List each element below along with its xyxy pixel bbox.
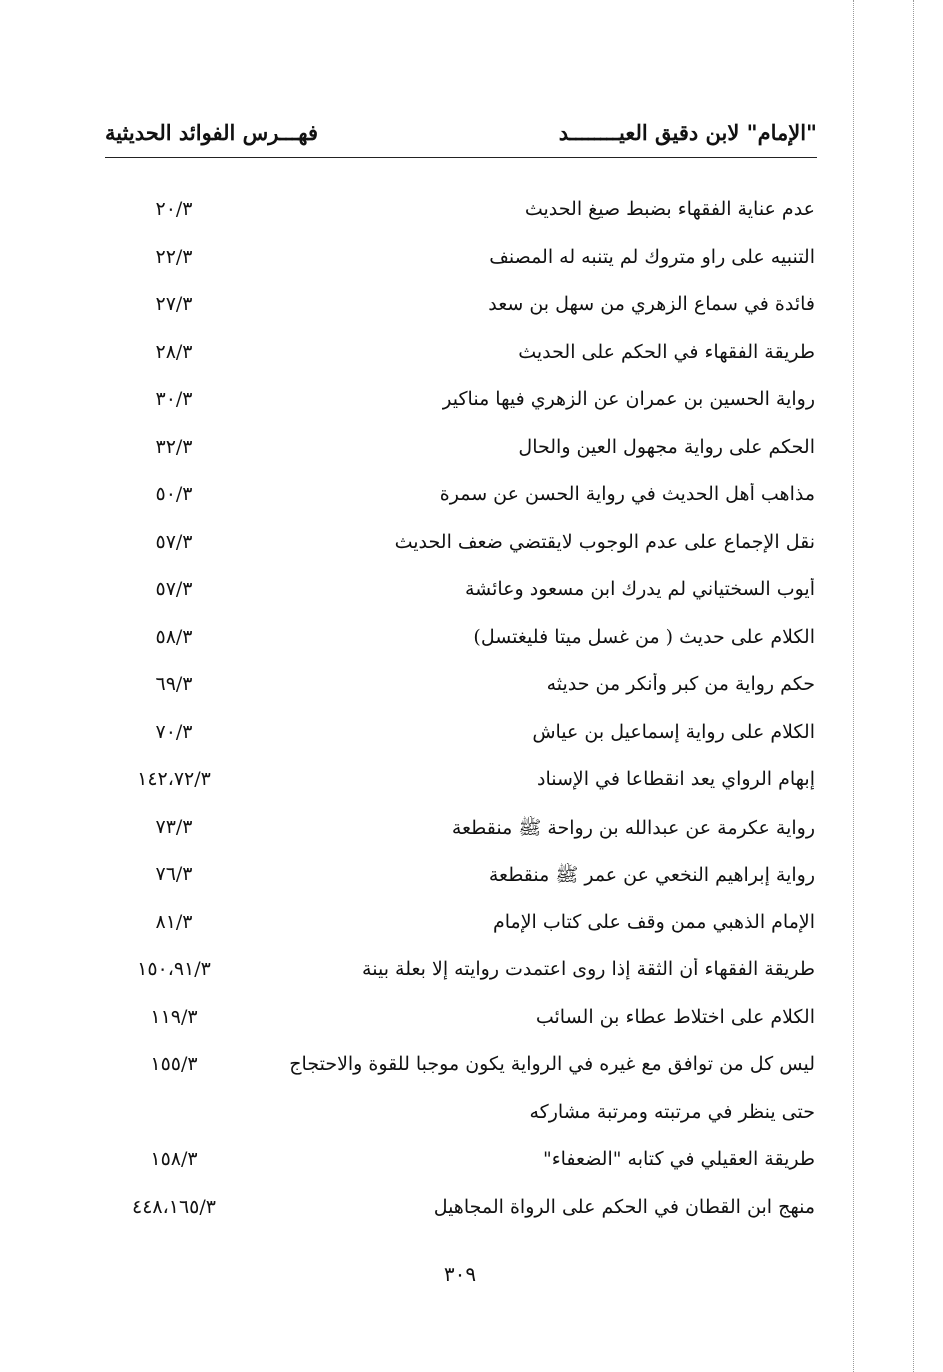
index-entry xyxy=(0,1000,943,1048)
entry-title: الحكم على رواية مجهول العين والحال xyxy=(518,435,815,458)
entry-title: الإمام الذهبي ممن وقف على كتاب الإمام xyxy=(492,910,815,933)
entry-title: منهج ابن القطان في الحكم على الرواة المجاهيل xyxy=(433,1195,815,1218)
index-entry xyxy=(0,1095,943,1143)
index-entry xyxy=(0,287,943,335)
entry-title: ليس كل من توافق مع غيره في الرواية يكون موجبا للقوة والاحتجاج xyxy=(289,1053,815,1075)
index-entry xyxy=(0,857,943,905)
entry-page-reference: ٨١/٣ xyxy=(155,910,193,933)
page-number: ٣٠٩ xyxy=(443,1262,477,1286)
index-entry xyxy=(0,762,943,810)
entry-page-reference: ٦٩/٣ xyxy=(155,673,193,695)
entry-page-reference: ١٥٥/٣ xyxy=(150,1053,198,1075)
entry-title: الكلام على حديث ( من غسل ميتا فليغتسل) xyxy=(473,625,815,648)
entry-page-reference: ٤٤٨،١٦٥/٣ xyxy=(132,1195,216,1218)
index-entry xyxy=(0,952,943,1000)
index-list xyxy=(0,192,943,1237)
index-entry xyxy=(0,335,943,383)
index-entry xyxy=(0,192,943,240)
entry-title: طريقة الفقهاء في الحكم على الحديث xyxy=(518,340,815,363)
index-entry xyxy=(0,477,943,525)
entry-title: عدم عناية الفقهاء بضبط صيغ الحديث xyxy=(524,198,815,220)
entry-title: طريقة العقيلي في كتابه "الضعفاء" xyxy=(542,1148,815,1170)
entry-title: نقل الإجماع على عدم الوجوب لايقتضي ضعف الحديث xyxy=(394,530,815,553)
index-entry xyxy=(0,715,943,763)
index-entry xyxy=(0,667,943,715)
entry-page-reference: ١٥٠،٩١/٣ xyxy=(137,958,211,980)
entry-title: التنبيه على راو متروك لم يتنبه له المصنف xyxy=(489,245,815,268)
entry-title: إبهام الرواي يعد انقطاعا في الإسناد xyxy=(537,768,815,790)
index-entry xyxy=(0,572,943,620)
index-entry xyxy=(0,1142,943,1190)
entry-title: الكلام على رواية إسماعيل بن عياش xyxy=(532,720,815,743)
entry-page-reference: ١٤٢،٧٢/٣ xyxy=(137,768,211,790)
header-divider xyxy=(105,157,817,158)
entry-page-reference: ٥٧/٣ xyxy=(155,530,193,553)
entry-title: رواية عكرمة عن عبدالله بن رواحة ﷺ منقطعة xyxy=(451,816,815,839)
entry-page-reference: ٣٢/٣ xyxy=(155,435,193,458)
index-entry xyxy=(0,525,943,573)
index-entry xyxy=(0,905,943,953)
entry-page-reference: ٢٧/٣ xyxy=(155,293,193,315)
entry-title: الكلام على اختلاط عطاء بن السائب xyxy=(535,1005,815,1028)
index-entry xyxy=(0,382,943,430)
entry-page-reference: ١٥٨/٣ xyxy=(150,1148,198,1170)
entry-title: أيوب السختياني لم يدرك ابن مسعود وعائشة xyxy=(464,578,815,600)
entry-title: رواية الحسين بن عمران عن الزهري فيها مناكير xyxy=(442,388,815,410)
entry-title: فائدة في سماع الزهري من سهل بن سعد xyxy=(488,293,815,315)
entry-page-reference: ٧٦/٣ xyxy=(155,863,193,885)
running-header xyxy=(105,118,817,158)
entry-page-reference: ٧٠/٣ xyxy=(155,720,193,743)
entry-page-reference: ٥٧/٣ xyxy=(155,578,193,600)
entry-page-reference: ٢٠/٣ xyxy=(155,198,193,220)
index-entry xyxy=(0,430,943,478)
entry-title: حكم رواية من كبر وأنكر من حديثه xyxy=(546,673,815,695)
entry-title: مذاهب أهل الحديث في رواية الحسن عن سمرة xyxy=(439,483,815,505)
entry-page-reference: ٥٨/٣ xyxy=(155,625,193,648)
entry-title: طريقة الفقهاء أن الثقة إذا روى اعتمدت روايته إلا بعلة بينة xyxy=(362,958,815,980)
entry-page-reference: ٢٢/٣ xyxy=(155,245,193,268)
index-entry xyxy=(0,240,943,288)
book-title: "الإمام" لابن دقيق العيــــــــد xyxy=(558,120,817,145)
entry-page-reference: ٥٠/٣ xyxy=(155,483,193,505)
entry-page-reference: ٣٠/٣ xyxy=(155,388,193,410)
index-entry xyxy=(0,1047,943,1095)
entry-page-reference: ٢٨/٣ xyxy=(155,340,193,363)
index-entry xyxy=(0,810,943,858)
entry-title: حتى ينظر في مرتبته ومرتبة مشاركه xyxy=(529,1100,815,1123)
entry-page-reference: ٧٣/٣ xyxy=(155,815,193,838)
index-entry xyxy=(0,1190,943,1238)
entry-title: رواية إبراهيم النخعي عن عمر ﷺ منقطعة xyxy=(488,864,815,886)
entry-page-reference: ١١٩/٣ xyxy=(150,1005,198,1028)
index-title: فهـــرس الفوائد الحديثية xyxy=(105,120,319,145)
index-entry xyxy=(0,620,943,668)
